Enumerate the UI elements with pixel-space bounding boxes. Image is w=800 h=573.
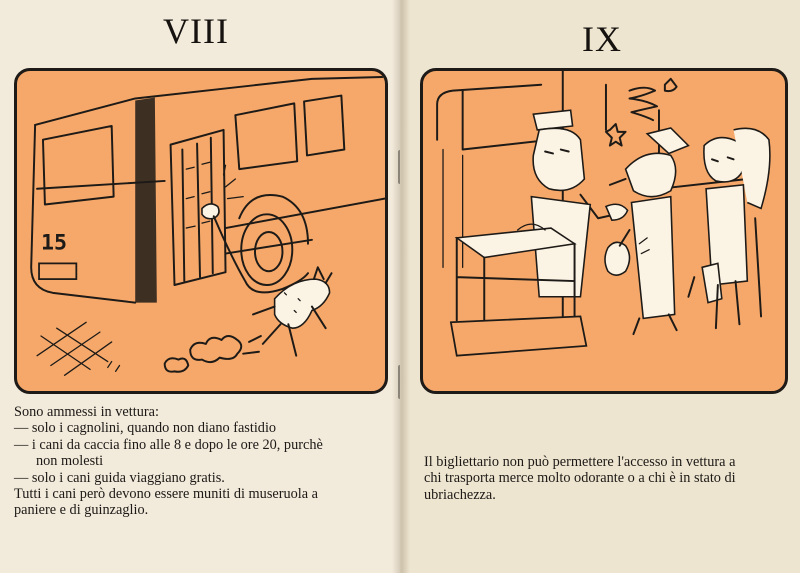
text-line: Sono ammessi in vettura: bbox=[14, 404, 159, 420]
text-line: — solo i cagnolini, quando non diano fastidio bbox=[14, 420, 277, 437]
text-line: non molesti bbox=[36, 453, 104, 470]
page-numeral-ix: IX bbox=[582, 19, 622, 59]
bus-number: 15 bbox=[41, 230, 67, 256]
text-line: paniere e di guinzaglio. bbox=[14, 502, 149, 519]
page-numeral-viii: VIII bbox=[163, 11, 229, 51]
text-line: — solo i cani guida viaggiano gratis. bbox=[14, 469, 225, 486]
conductor-drawing bbox=[423, 71, 785, 391]
illustration-bus-dog bbox=[14, 68, 388, 394]
binding-stitch bbox=[398, 365, 404, 399]
text-line: ubriachezza. bbox=[424, 486, 496, 503]
text-line: chi trasporta merce molto odorante o a chi è in stato di bbox=[424, 470, 736, 487]
left-rules-text bbox=[14, 404, 392, 519]
book-gutter bbox=[392, 0, 410, 573]
illustration-conductor-passengers bbox=[420, 68, 788, 394]
right-rules-text bbox=[424, 454, 788, 503]
text-line: Tutti i cani però devono essere muniti di museruola a bbox=[14, 486, 319, 503]
binding-stitch bbox=[398, 150, 404, 184]
text-line: — i cani da caccia fino alle 8 e dopo le ore 20, purchè bbox=[14, 436, 323, 453]
text-line: Il bigliettario non può permettere l'accesso in vettura a bbox=[424, 454, 736, 470]
bus-dog-drawing bbox=[17, 71, 385, 391]
